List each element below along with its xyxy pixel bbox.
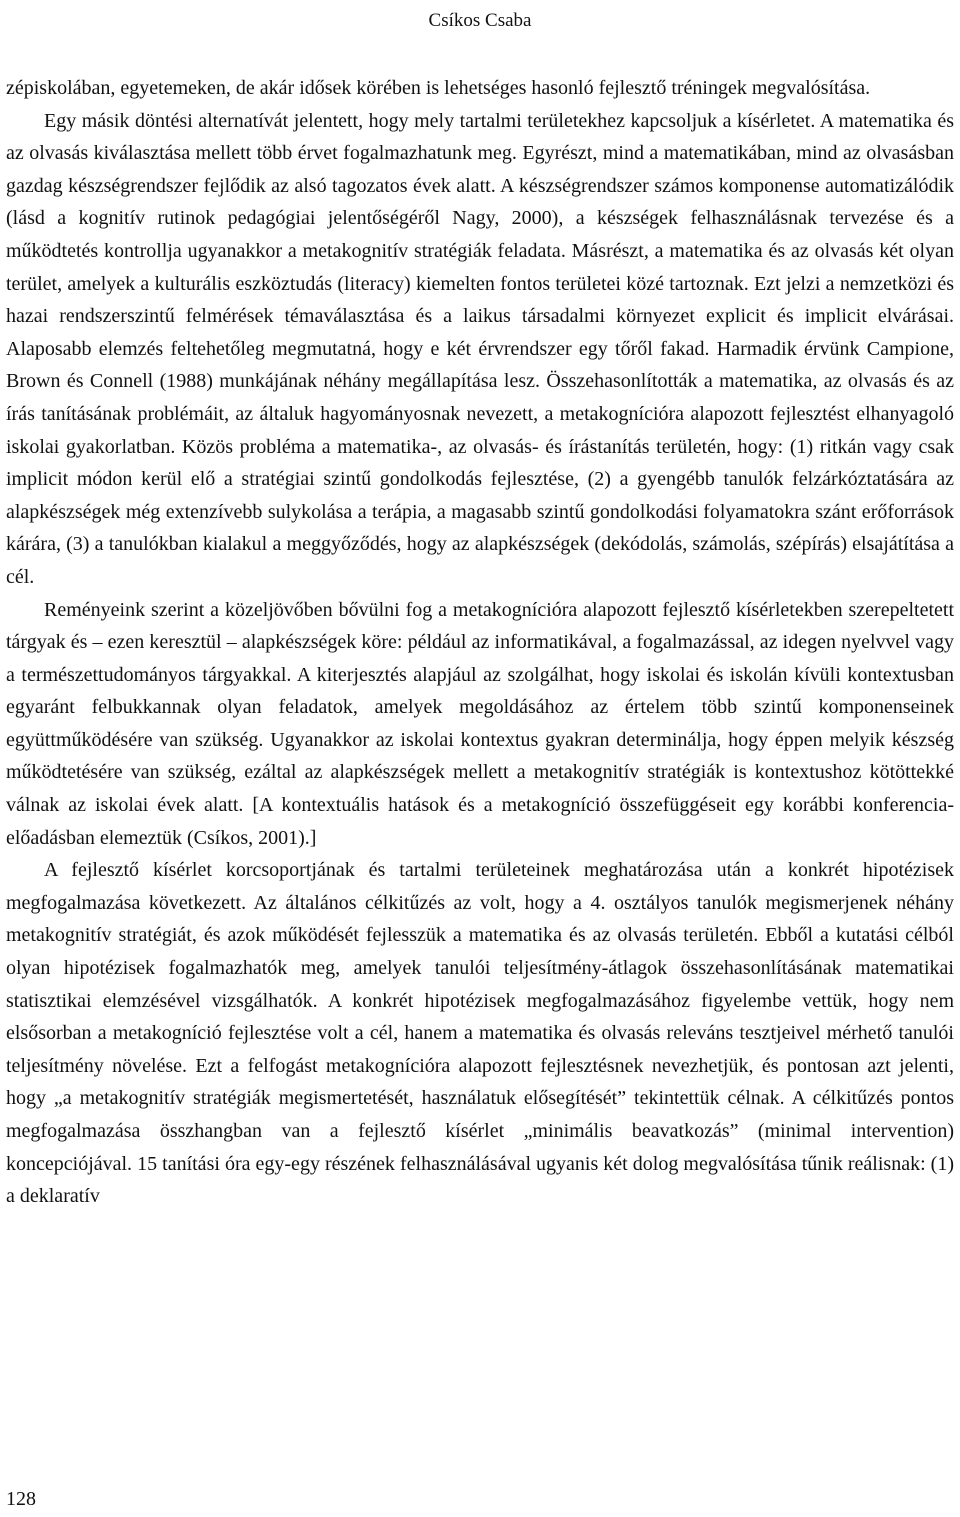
paragraph: Egy másik döntési alternatívát jelentett, hogy mely tartalmi területekhez kapcsoljuk a kísérletet. A matematika és az olvasás kiválasztása mellett több érvet fogalmazhatunk meg. Egyrészt, mind a matematikában, mind az olvasásban gazdag készségrendszer fejlődik az alsó tagozatos évek alatt. A készségrendszer számos komponense automatizálódik (lásd a kognitív rutinok pedagógiai jelentőségéről Nagy, 2000), a készségek felhasználásnak tervezése és a működtetés kontrollja ugyanakkor a metakognitív stratégiák feladata. Másrészt, a matematika és az olvasás két olyan terület, amelyek a kulturális eszköztudás (literacy) kiemelten fontos területei közé tartoznak. Ezt jelzi a nemzetközi és hazai rendszerszintű felmérések témaválasztása és a laikus társadalmi környezet explicit és implicit elvárásai. Alaposabb elemzés feltehetőleg megmutatná, hogy e két érvrendszer egy tőről fakad. Harmadik érvünk Campione, Brown és Connell (1988) munkájának néhány megállapítása lesz. Összehasonlították a matematika, az olvasás és az írás tanításának problémáit, az általuk hagyományosnak nevezett, a metakognícióra alapozott fejlesztést elhanyagoló iskolai gyakorlatban. Közös probléma a matematika-, az olvasás- és írástanítás területén, hogy: (1) ritkán vagy csak implicit módon kerül elő a stratégiai szintű gondolkodás fejlesztése, (2) a gyengébb tanulók felzárkóztatására az alapkészségek még extenzívebb sulykolása a terápia, a magasabb szintű gondolkodási folyamatokra szánt erőforrások kárára, (3) a tanulókban kialakul a meggyőződés, hogy az alapkészségek (dekódolás, számolás, szépírás) elsajátítása a cél. (6, 109, 954, 588)
page-number: 128 (6, 1488, 36, 1510)
paragraph: A fejlesztő kísérlet korcsoportjának és tartalmi területeinek meghatározása után a konkrét hipotézisek megfogalmazása következett. Az általános célkitűzés az volt, hogy a 4. osztályos tanulók megismerjenek néhány metakognitív stratégiát, és azok működését fejlesszük a matematika és az olvasás területén. Ebből a kutatási célból olyan hipotézisek fogalmazhatók meg, amelyek tanulói teljesítmény-átlagok összehasonlításának matematikai statisztikai elemzésével vizsgálhatók. A konkrét hipotézisek megfogalmazásához figyelembe vettük, hogy nem elsősorban a metakogníció fejlesztése volt a cél, hanem a matematika és olvasás releváns tesztjeivel mérhető tanulói teljesítmény növelése. Ezt a felfogást metakognícióra alapozott fejlesztésnek nevezhetjük, és pontosan azt jelenti, hogy „a metakognitív stratégiák megismertetését, használatuk elősegítését” tekintettük célnak. A célkitűzés pontos megfogalmazása összhangban van a fejlesztő kísérlet „minimális beavatkozás” (minimal intervention) koncepciójával. 15 tanítási óra egy-egy részének felhasználásával ugyanis két dolog megvalósítása tűnik reálisnak: (1) a deklaratív (6, 859, 954, 1208)
header-author: Csíkos Csaba (428, 10, 532, 31)
running-header (0, 0, 960, 32)
paragraph: Reményeink szerint a közeljövőben bővülni fog a metakognícióra alapozott fejlesztő kísérletekben szerepeltetett tárgyak és – ezen keresztül – alapkészségek köre: például az informatikával, a fogalmazással, az idegen nyelvvel vagy a természettudományos tárgyakkal. A kiterjesztés alapjául az szolgálhat, hogy iskolai és iskolán kívüli kontextusban egyaránt felbukkannak olyan feladatok, amelyek megoldásához az értelem több szintű komponenseinek együttműködésére van szükség. Ugyanakkor az iskolai kontextus gyakran determinálja, hogy éppen melyik készség működtetésére van szükség, ezáltal az alapkészségek mellett a metakognitív stratégiák is kontextushoz kötöttekké válnak az iskolai évek alatt. [A kontextuális hatások és a metakogníció összefüggéseit egy korábbi konferencia-előadásban elemeztük (Csíkos, 2001).] (6, 598, 954, 849)
paragraph: zépiskolában, egyetemeken, de akár idősek körében is lehetséges hasonló fejlesztő tréningek megvalósítása. (6, 77, 871, 99)
body-text (6, 72, 954, 1213)
